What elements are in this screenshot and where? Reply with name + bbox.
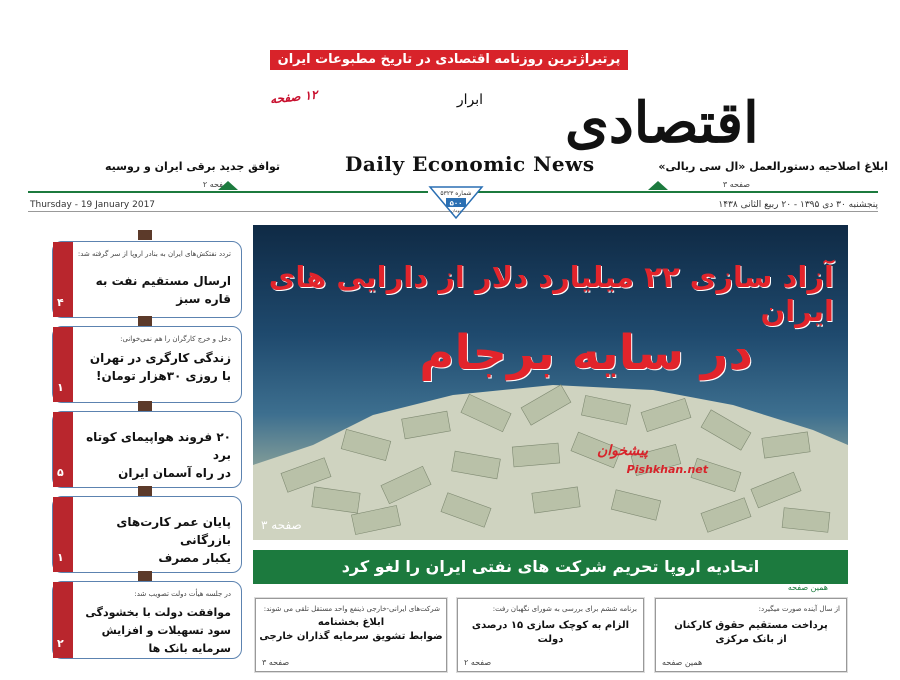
masthead-left-page: صفحه ۲ <box>202 180 230 189</box>
story-kicker: تردد نفتکش‌های ایران به بنادر اروپا از سر گرفته شد: <box>77 250 231 258</box>
story-kicker: در جلسه هیأت دولت تصویب شد: <box>134 590 231 598</box>
story-page: ۴ <box>57 296 64 309</box>
divider <box>478 191 878 193</box>
story-kicker: دخل و خرج کارگران را هم نمی‌خوانی: <box>120 335 231 343</box>
logo-english: Daily Economic News <box>345 152 595 176</box>
connector <box>138 401 152 411</box>
date-persian: پنجشنبه ۳۰ دی ۱۳۹۵ - ۲۰ ربیع الثانی ۱۴۳۸ <box>718 200 878 210</box>
masthead-tagline: پرتیراژترین روزنامه اقتصادی در تاریخ مطبوعات ایران <box>270 50 628 70</box>
watermark-english: Pishkhan.net <box>626 463 708 476</box>
story-title: ۲۰ فروند هواپیمای کوتاه برد در راه آسمان ایران <box>86 430 231 480</box>
triangle-icon <box>648 181 668 190</box>
card-kicker: برنامه ششم برای بررسی به شورای نگهبان رفت: <box>492 605 637 613</box>
price-unit: تومان <box>451 208 461 213</box>
card-page: صفحه ۳ <box>262 658 290 667</box>
card-kicker: شرکت‌های ایرانی-خارجی ذینفع واحد مستقل تلقی می شوند: <box>263 605 440 613</box>
story-page: ۵ <box>57 466 64 479</box>
story-title: ارسال مستقیم نفت به قاره سبز <box>95 274 231 306</box>
story-title: موافقت دولت با بخشودگی سود تسهیلات و افزایش سرمایه بانک ها <box>85 606 231 655</box>
story-title: پایان عمر کارت‌های بازرگانی یکبار مصرف <box>116 515 231 565</box>
hero-headline: آزاد سازی ۲۲ میلیارد دلار از دارایی های ایران <box>268 260 834 328</box>
connector <box>138 316 152 326</box>
banner-page-row <box>253 584 848 594</box>
masthead-right-headline[interactable]: ابلاغ اصلاحیه دستورالعمل «ال سی ریالی» <box>658 160 888 173</box>
sidebar-story[interactable] <box>52 326 242 403</box>
card-title: الزام به کوچک سازی ۱۵ درصدی دولت <box>471 620 630 645</box>
hero-page-ref: صفحه ۳ <box>261 518 302 532</box>
divider <box>28 191 428 193</box>
issue-number: شماره ۵۳۲۳ <box>440 190 472 197</box>
sidebar-story[interactable] <box>52 241 242 318</box>
money-pile-illustration <box>253 375 848 540</box>
masthead-right-page: صفحه ۳ <box>722 180 750 189</box>
logo-small-text: ابرار <box>456 92 484 108</box>
hero-image[interactable] <box>253 225 848 540</box>
card-page: همین صفحه <box>662 658 703 667</box>
banner-headline[interactable]: اتحادیه اروپا تحریم شرکت های نفتی ایران را لغو کرد <box>253 550 848 584</box>
watermark-persian: پیشخوان <box>596 443 648 459</box>
banner-page-ref: همین صفحه <box>787 583 828 592</box>
connector <box>138 230 152 240</box>
sidebar-story[interactable] <box>52 411 242 488</box>
masthead-left-headline[interactable]: توافق جدید برقی ایران و روسیه <box>104 160 280 173</box>
connector <box>138 571 152 581</box>
triangle-icon <box>218 181 238 190</box>
page-count: ۱۲ صفحه <box>269 87 319 107</box>
news-card[interactable] <box>457 598 644 672</box>
sidebar-story[interactable] <box>52 496 242 573</box>
story-title: زندگی کارگری در تهران با روزی ۳۰هزار تومان! <box>89 351 231 383</box>
story-page: ۱ <box>57 551 64 564</box>
card-title: ابلاغ بخشنامه ضوابط تشویق سرمایه گذاران خارجی <box>259 617 443 642</box>
logo-main-text: اقتصادی <box>565 90 759 156</box>
connector <box>138 486 152 496</box>
card-title: پرداخت مستقیم حقوق کارکنان از بانک مرکزی <box>674 620 828 645</box>
story-page: ۱ <box>57 381 64 394</box>
sidebar-story[interactable] <box>52 581 242 659</box>
news-card[interactable] <box>255 598 447 672</box>
card-page: صفحه ۲ <box>464 658 492 667</box>
story-page: ۲ <box>57 637 64 650</box>
card-kicker: از سال آینده صورت میگیرد: <box>758 605 840 613</box>
news-card[interactable] <box>655 598 847 672</box>
price-value: ۵۰۰ <box>449 199 463 208</box>
hero-subheadline: در سایه برجام <box>419 325 753 381</box>
price-badge <box>428 185 484 219</box>
newspaper-logo <box>330 82 759 156</box>
date-english: Thursday - 19 January 2017 <box>30 200 156 210</box>
